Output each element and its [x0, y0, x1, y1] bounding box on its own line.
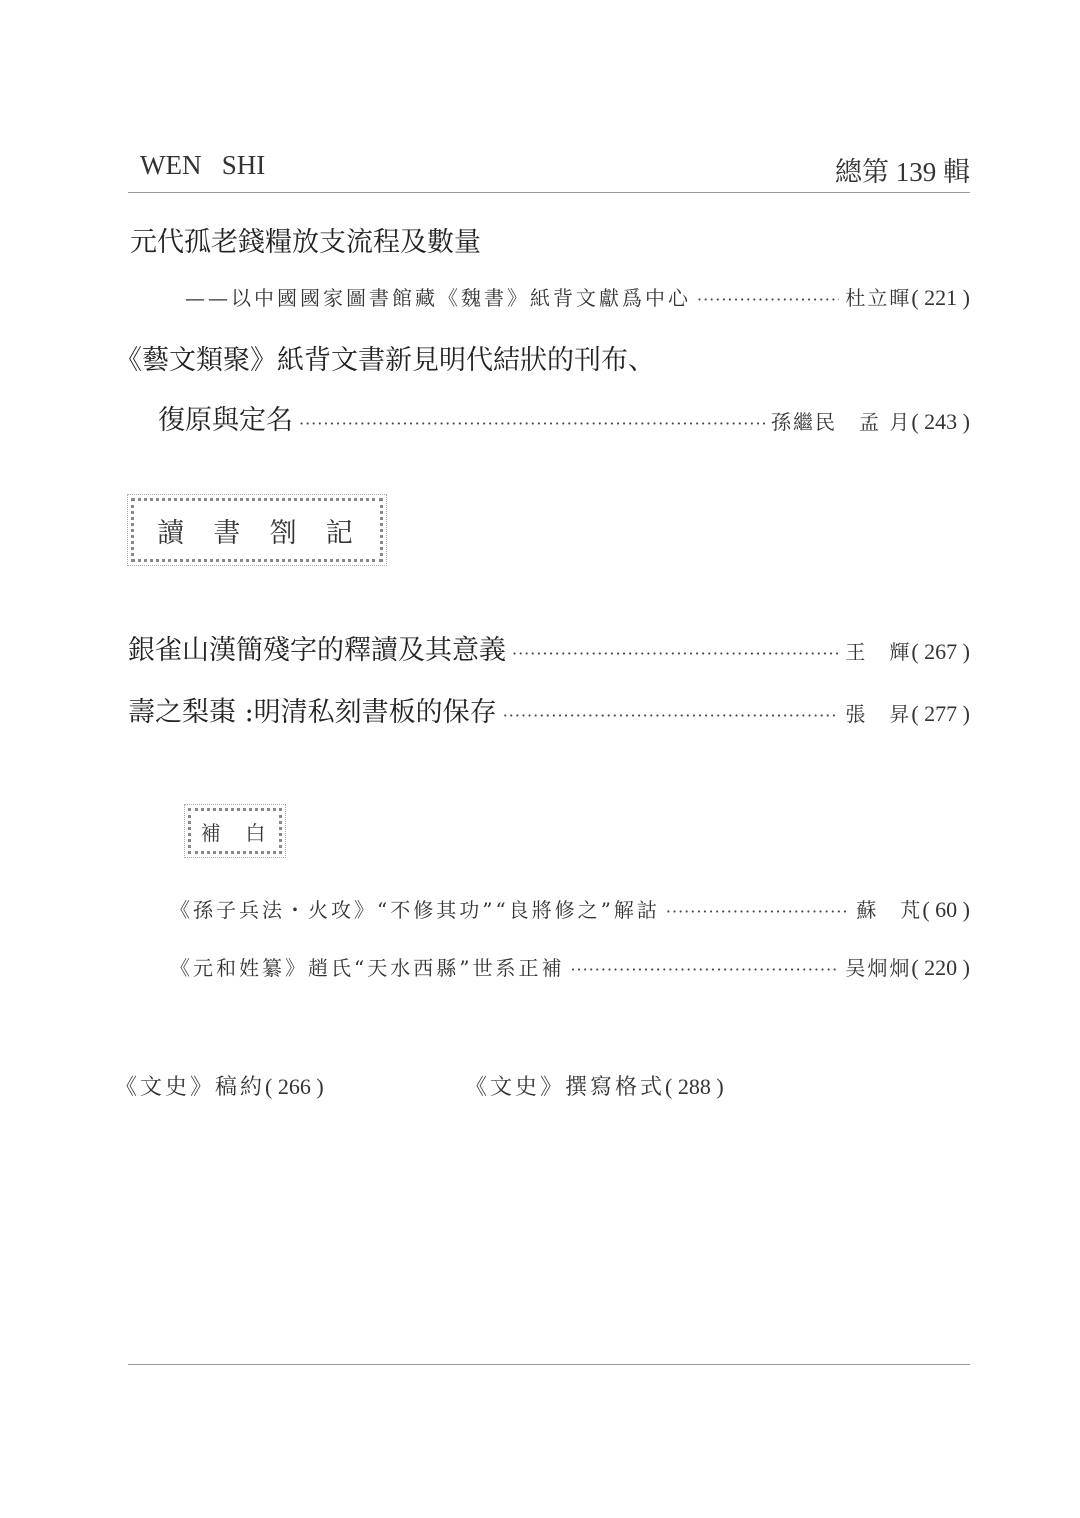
- leader-dots: [570, 960, 839, 979]
- issue-number: 總第 139 輯: [835, 157, 970, 187]
- footer-item-guidelines: 《文史》稿約( 266 ): [115, 1074, 324, 1100]
- article-title: 《孫子兵法・火攻》“不修其功”“良將修之”解詁: [170, 898, 660, 922]
- toc-entry: [128, 628, 970, 667]
- toc-entry: [128, 690, 970, 729]
- section-heading-box: [188, 808, 282, 854]
- toc-entry: [185, 282, 970, 311]
- article-title: 壽之梨棗 :明清私刻書板的保存: [128, 697, 497, 728]
- author: 杜立暉: [845, 286, 912, 310]
- leader-dots: [697, 290, 839, 309]
- leader-dots: [666, 902, 850, 921]
- journal-name: WEN SHI: [140, 150, 266, 180]
- page-number: ( 220 ): [911, 955, 970, 980]
- page-number: ( 277 ): [911, 701, 970, 726]
- page-number: ( 243 ): [911, 409, 970, 434]
- article-subtitle: ——以中國國家圖書館藏《魏書》紙背文獻爲中心: [185, 286, 691, 310]
- author: 吴炯炯: [845, 956, 912, 980]
- author: 王 輝: [845, 640, 912, 664]
- footer-item-format: 《文史》撰寫格式( 288 ): [465, 1074, 724, 1100]
- leader-dots: [503, 706, 840, 725]
- page-number: ( 267 ): [911, 639, 970, 664]
- page-number: ( 60 ): [922, 897, 970, 922]
- leader-dots: [512, 644, 839, 663]
- article-title: 《藝文類聚》紙背文書新見明代結狀的刊布、: [115, 345, 655, 376]
- page-number: ( 221 ): [911, 285, 970, 310]
- footer-rule: [128, 1364, 970, 1365]
- author: 張 昇: [845, 702, 912, 726]
- article-title: 元代孤老錢糧放支流程及數量: [130, 227, 481, 258]
- section-heading-box: [131, 498, 383, 562]
- header-rule: [128, 192, 970, 193]
- article-title-cont: 復原與定名: [158, 405, 293, 436]
- article-title: 銀雀山漢簡殘字的釋讀及其意義: [128, 635, 506, 666]
- author: 孫繼民 孟 月: [770, 410, 912, 434]
- author: 蘇 芃: [856, 898, 923, 922]
- toc-entry: [170, 894, 970, 923]
- article-title: 《元和姓纂》趙氏“天水西縣”世系正補: [170, 956, 565, 980]
- section-heading: 讀 書 劄 記: [157, 517, 357, 549]
- section-heading: 補 白: [200, 820, 270, 845]
- toc-entry: [158, 398, 970, 437]
- toc-entry: [170, 952, 970, 981]
- leader-dots: [299, 414, 765, 433]
